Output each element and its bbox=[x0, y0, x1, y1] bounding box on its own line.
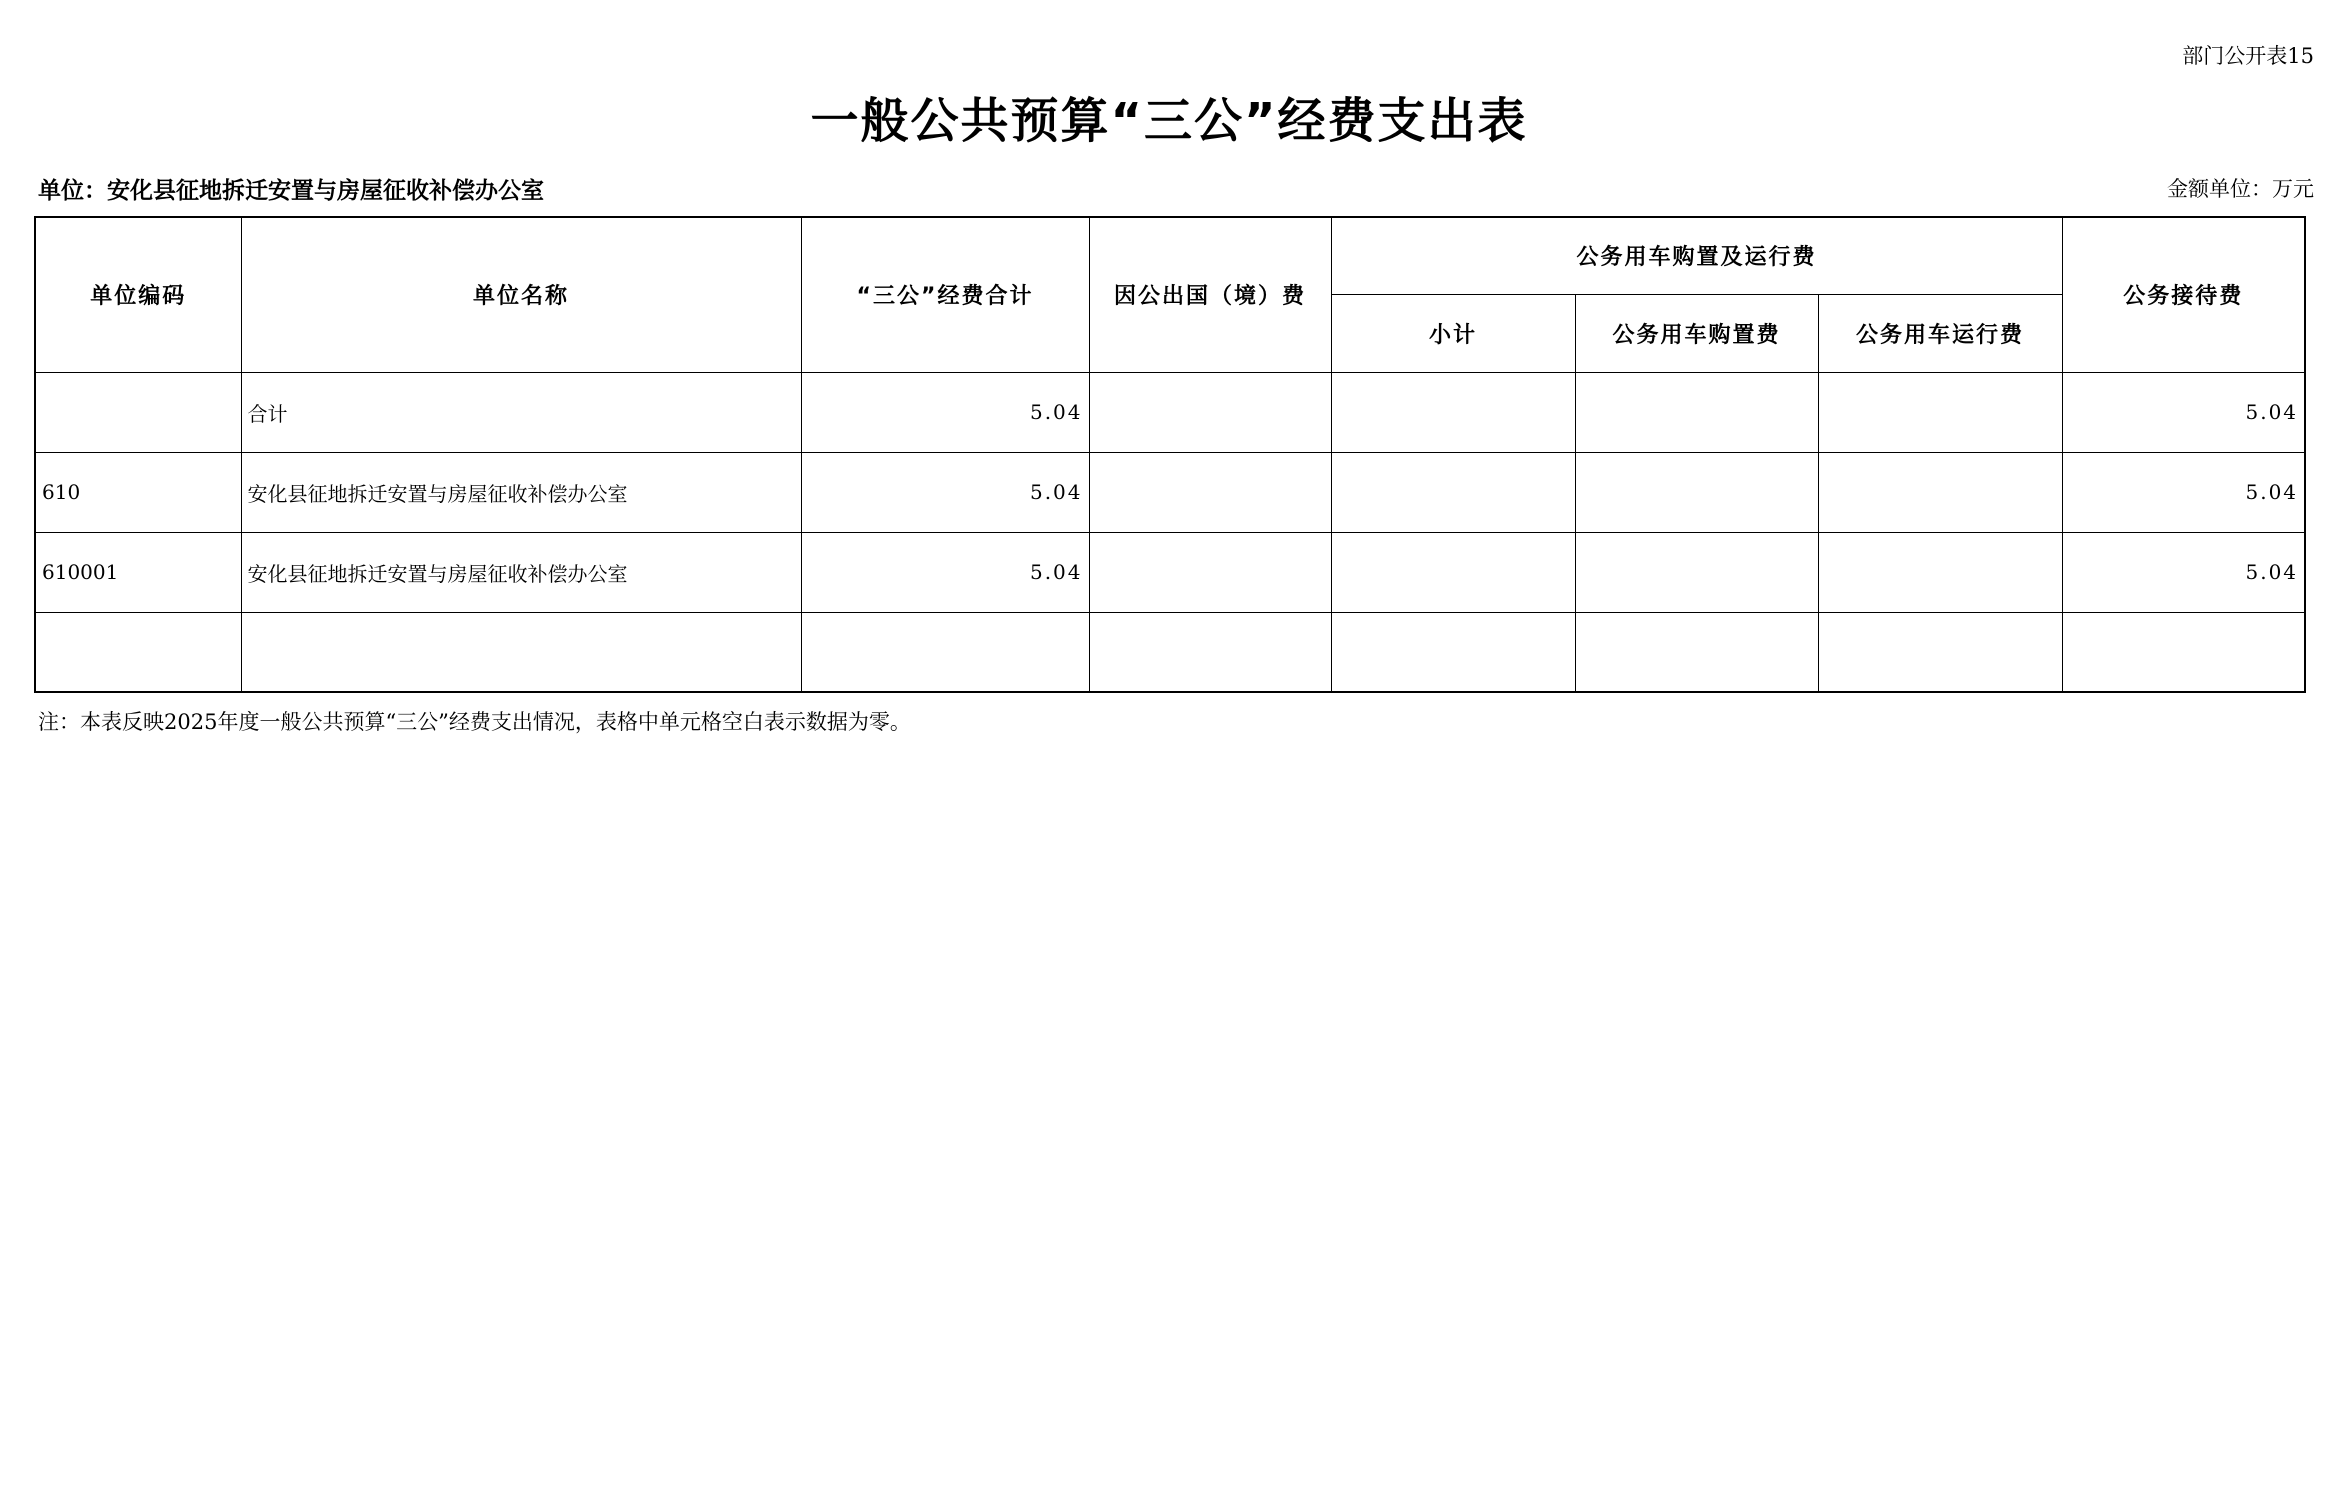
cell-vehicle-operation bbox=[1818, 452, 2062, 532]
cell-code: 610 bbox=[35, 452, 241, 532]
cell-code bbox=[35, 372, 241, 452]
cell-name: 合计 bbox=[241, 372, 801, 452]
cell-subtotal bbox=[1331, 532, 1575, 612]
cell-reception bbox=[2062, 612, 2305, 692]
header-vehicle-purchase: 公务用车购置费 bbox=[1575, 294, 1818, 372]
header-reception: 公务接待费 bbox=[2062, 217, 2305, 372]
cell-reception: 5.04 bbox=[2062, 372, 2305, 452]
table-row-total bbox=[35, 372, 2305, 452]
table-row bbox=[35, 532, 2305, 612]
table-row bbox=[35, 452, 2305, 532]
cell-code: 610001 bbox=[35, 532, 241, 612]
cell-vehicle-operation bbox=[1818, 532, 2062, 612]
cell-vehicle-purchase bbox=[1575, 452, 1818, 532]
cell-subtotal bbox=[1331, 372, 1575, 452]
cell-abroad bbox=[1089, 612, 1331, 692]
table-row-empty bbox=[35, 612, 2305, 692]
footnote: 注：本表反映2025年度一般公共预算“三公”经费支出情况，表格中单元格空白表示数据为零。 bbox=[38, 710, 911, 734]
cell-total: 5.04 bbox=[801, 452, 1089, 532]
cell-total: 5.04 bbox=[801, 532, 1089, 612]
cell-vehicle-operation bbox=[1818, 612, 2062, 692]
header-vehicle-operation: 公务用车运行费 bbox=[1818, 294, 2062, 372]
cell-vehicle-purchase bbox=[1575, 372, 1818, 452]
header-unit-name: 单位名称 bbox=[241, 217, 801, 372]
form-number: 部门公开表15 bbox=[2182, 44, 2314, 68]
cell-vehicle-purchase bbox=[1575, 532, 1818, 612]
cell-reception: 5.04 bbox=[2062, 452, 2305, 532]
cell-vehicle-purchase bbox=[1575, 612, 1818, 692]
cell-total: 5.04 bbox=[801, 372, 1089, 452]
cell-name bbox=[241, 612, 801, 692]
cell-name: 安化县征地拆迁安置与房屋征收补偿办公室 bbox=[241, 532, 801, 612]
cell-total bbox=[801, 612, 1089, 692]
cell-abroad bbox=[1089, 532, 1331, 612]
cell-subtotal bbox=[1331, 612, 1575, 692]
cell-vehicle-operation bbox=[1818, 372, 2062, 452]
header-unit-code: 单位编码 bbox=[35, 217, 241, 372]
cell-reception: 5.04 bbox=[2062, 532, 2305, 612]
header-row-top bbox=[35, 217, 2305, 294]
cell-abroad bbox=[1089, 452, 1331, 532]
header-subtotal: 小计 bbox=[1331, 294, 1575, 372]
page-title: 一般公共预算“三公”经费支出表 bbox=[810, 93, 1528, 149]
header-abroad: 因公出国（境）费 bbox=[1089, 217, 1331, 372]
header-vehicle-group: 公务用车购置及运行费 bbox=[1331, 217, 2062, 294]
money-unit-label: 金额单位：万元 bbox=[2167, 177, 2314, 201]
header-total: “三公”经费合计 bbox=[801, 217, 1089, 372]
cell-code bbox=[35, 612, 241, 692]
cell-name: 安化县征地拆迁安置与房屋征收补偿办公室 bbox=[241, 452, 801, 532]
cell-subtotal bbox=[1331, 452, 1575, 532]
unit-label: 单位：安化县征地拆迁安置与房屋征收补偿办公室 bbox=[38, 178, 544, 204]
three-public-expenditure-table bbox=[34, 216, 2306, 693]
cell-abroad bbox=[1089, 372, 1331, 452]
